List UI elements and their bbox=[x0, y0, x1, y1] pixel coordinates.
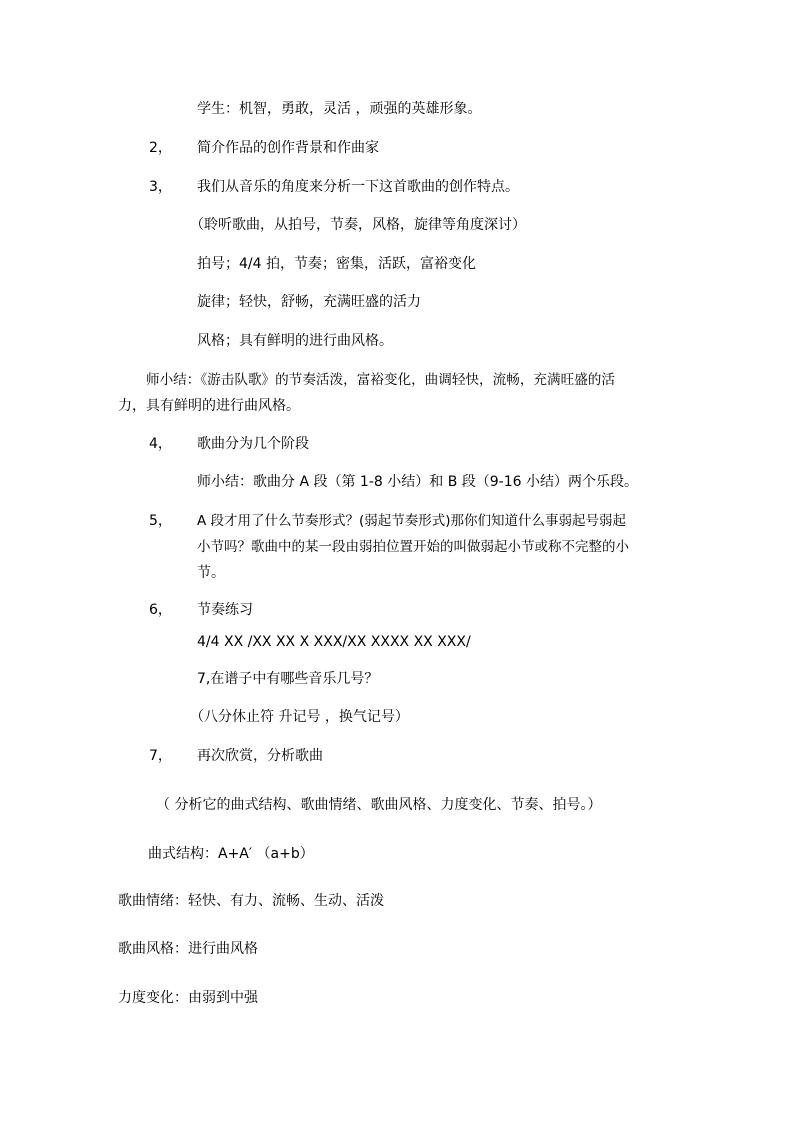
item-6-number: 6， bbox=[149, 602, 172, 618]
item-7-number: 7， bbox=[149, 748, 172, 764]
item-5-number: 5， bbox=[149, 513, 172, 529]
meter-line: 拍号；4/4 拍，节奏；密集，活跃，富裕变化 bbox=[197, 256, 476, 272]
item-6-text: 节奏练习 bbox=[197, 602, 253, 618]
form-line: 曲式结构：A+A′ （a+b） bbox=[148, 846, 314, 862]
item-2-text: 简介作品的创作背景和作曲家 bbox=[197, 140, 379, 156]
mood-line: 歌曲情绪：轻快、有力、流畅、生动、活泼 bbox=[118, 893, 384, 909]
item-4-number: 4， bbox=[149, 436, 172, 452]
summary-1-line-2: 力，具有鲜明的进行曲风格。 bbox=[118, 398, 300, 414]
item-4-text: 歌曲分为几个阶段 bbox=[197, 436, 309, 452]
style-line: 风格；具有鲜明的进行曲风格。 bbox=[197, 333, 393, 349]
item-5-line-3: 节。 bbox=[197, 565, 225, 581]
summary-1-line-1: 师小结：《游击队歌》的节奏活泼，富裕变化，曲调轻快，流畅，充满旺盛的活 bbox=[146, 372, 615, 388]
student-answer-line: 学生：机智，勇敢，灵活 ，顽强的英雄形象。 bbox=[197, 101, 482, 117]
item-5-line-1: A 段才用了什么节奏形式？(弱起节奏形式)那你们知道什么事弱起号弱起 bbox=[197, 513, 627, 529]
question-7-line: 7,在谱子中有哪些音乐几号？ bbox=[197, 671, 379, 687]
item-3-text: 我们从音乐的角度来分析一下这首歌曲的创作特点。 bbox=[197, 179, 519, 195]
summary-2-line: 师小结：歌曲分 A 段（第 1-8 小结）和 B 段（9-16 小结）两个乐段。 bbox=[197, 474, 638, 490]
item-7-text: 再次欣赏，分析歌曲 bbox=[197, 748, 323, 764]
listen-note-line: （聆听歌曲，从拍号，节奏，风格，旋律等角度深讨） bbox=[190, 217, 526, 233]
song-style-line: 歌曲风格：进行曲风格 bbox=[118, 941, 258, 957]
rhythm-exercise-line: 4/4 XX /XX XX X XXX/XX XXXX XX XXX/ bbox=[197, 634, 471, 650]
item-3-number: 3， bbox=[149, 179, 172, 195]
melody-line: 旋律；轻快，舒畅，充满旺盛的活力 bbox=[197, 294, 421, 310]
item-5-line-2: 小节吗？歌曲中的某一段由弱拍位置开始的叫做弱起小节或称不完整的小 bbox=[197, 539, 629, 555]
dynamics-line: 力度变化：由弱到中强 bbox=[118, 990, 258, 1006]
answer-7-line: （八分休止符 升记号 ，换气记号） bbox=[190, 709, 409, 725]
item-2-number: 2， bbox=[149, 140, 172, 156]
analysis-note-line: （ 分析它的曲式结构、歌曲情绪、歌曲风格、力度变化、节奏、拍号。） bbox=[156, 797, 602, 813]
